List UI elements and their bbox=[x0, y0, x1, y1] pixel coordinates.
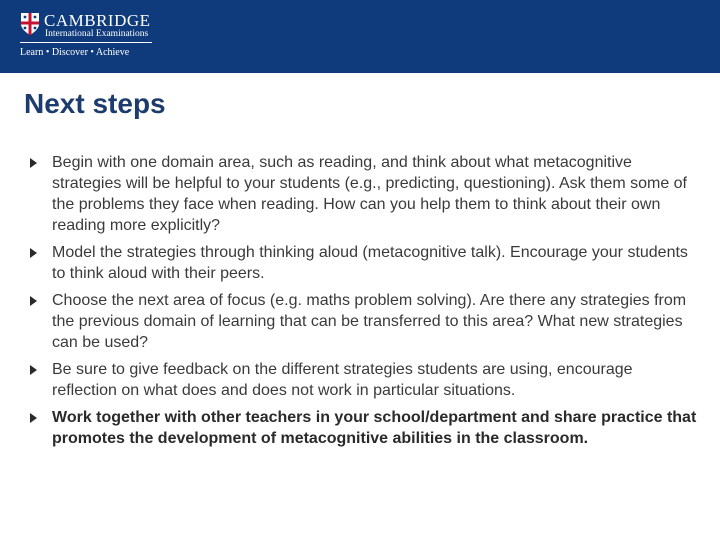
list-item bbox=[30, 242, 700, 284]
list-item bbox=[30, 407, 700, 449]
bullet-text: Begin with one domain area, such as reading, and think about what metacognitive strategies will be helpful to your students (e.g., predicting, questioning). Ask them some of the problems they face when reading. How can you help them to think about their own reading more explicitly? bbox=[52, 154, 687, 234]
triangle-bullet-icon bbox=[30, 413, 37, 423]
bullet-text: Work together with other teachers in your school/department and share practice that promotes the development of metacognitive abilities in the classroom. bbox=[52, 409, 697, 447]
divider bbox=[20, 42, 152, 43]
triangle-bullet-icon bbox=[30, 248, 37, 258]
bullet-text: Choose the next area of focus (e.g. maths problem solving). Are there any strategies from the previous domain of learning that can be transferred to this area? What new strategies can be used? bbox=[52, 292, 687, 351]
list-item bbox=[30, 359, 700, 401]
triangle-bullet-icon bbox=[30, 296, 37, 306]
triangle-bullet-icon bbox=[30, 365, 37, 375]
header-banner bbox=[0, 0, 720, 73]
triangle-bullet-icon bbox=[30, 158, 37, 168]
list-item bbox=[30, 290, 700, 353]
shield-icon bbox=[20, 12, 40, 36]
bullet-list bbox=[30, 152, 700, 455]
bullet-text: Be sure to give feedback on the different strategies students are using, encourage reflection on what does and does not work in particular situations. bbox=[52, 361, 633, 399]
tagline: Learn • Discover • Achieve bbox=[20, 47, 130, 58]
list-item bbox=[30, 152, 700, 236]
cambridge-logo bbox=[20, 11, 160, 63]
brand-name: CAMBRIDGE bbox=[44, 11, 151, 30]
bullet-text: Model the strategies through thinking aloud (metacognitive talk). Encourage your students to think aloud with their peers. bbox=[52, 244, 688, 282]
page-title: Next steps bbox=[24, 88, 166, 119]
brand-subtitle: International Examinations bbox=[45, 29, 149, 39]
